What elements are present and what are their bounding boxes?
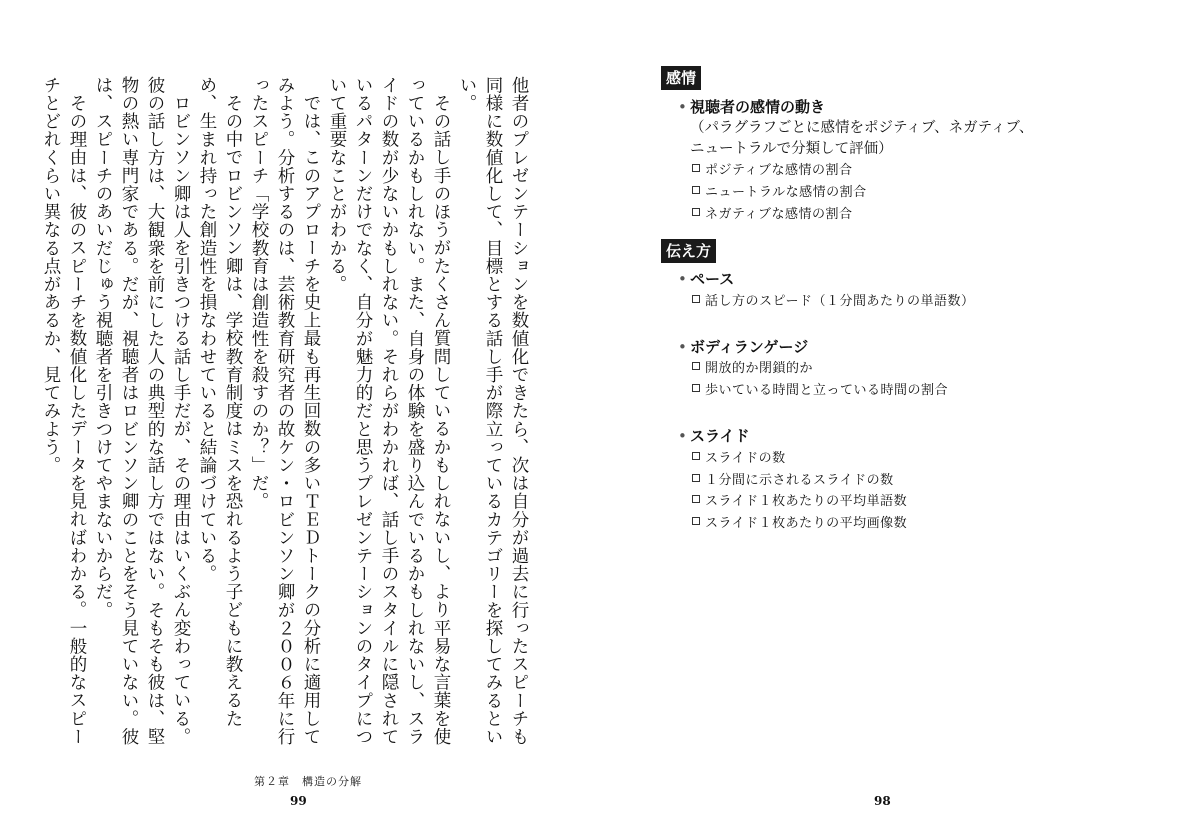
item-description: ニュートラルで分類して評価） (690, 141, 893, 157)
paragraph: ロビンソン卿は人を引きつける話し手だが、その理由はいくぶん変わっている。彼の話し方は、大観衆を前にした人の典型的な話し方ではない。そもそも彼は、堅物の熱い専門家である。だが、視聴者はロビンソン卿のことをそう見ていない。彼は、スピーチのあいだじゅう視聴者を引きつけてやまないからだ。 (93, 76, 191, 746)
section-label-delivery: 伝え方 (661, 239, 716, 263)
sub-item: 開放的か閉鎖的か (692, 360, 813, 378)
square-bullet-icon (692, 186, 700, 194)
bullet-icon: • (678, 98, 687, 116)
sub-item: １分間に示されるスライドの数 (692, 472, 894, 490)
bullet-icon: • (678, 338, 687, 356)
running-head: 第２章 構造の分解 (254, 775, 362, 788)
paragraph: その理由は、彼のスピーチを数値化したデータを見ればわかる。一般的なスピーチとどれくらい異なる点があるか、見てみよう。 (41, 76, 87, 746)
square-bullet-icon (692, 495, 700, 503)
square-bullet-icon (692, 208, 700, 216)
square-bullet-icon (692, 474, 700, 482)
item-description: （パラグラフごとに感情をポジティブ、ネガティブ、 (690, 120, 1034, 136)
item-title: 視聴者の感情の動き (690, 98, 826, 116)
page-number: 99 (290, 794, 307, 808)
bullet-icon: • (678, 270, 687, 288)
sub-item: ネガティブな感情の割合 (692, 206, 852, 224)
paragraph: 他者のプレゼンテーションを数値化できたら、次は自分が過去に行ったスピーチも同様に数値化して、目標とする話し手が際立っているカテゴリーを探してみるといい。 (457, 76, 529, 746)
bullet-icon: • (678, 427, 687, 445)
page-number: 98 (874, 794, 891, 808)
paragraph: では、このアプローチを史上最も再生回数の多いＴＥＤトークの分析に適用してみよう。分析するのは、芸術教育研究者の故ケン・ロビンソン卿が２００６年に行ったスピーチ「学校教育は創造性を殺すのか？」だ。 (249, 76, 321, 746)
item-audience-emotion (678, 97, 825, 117)
paragraph: その中でロビンソン卿は、学校教育制度はミスを恐れるよう子どもに教えるため、生まれ持った創造性を損なわせていると結論づけている。 (197, 76, 243, 727)
body-text (41, 76, 532, 756)
item-slides (678, 426, 750, 446)
square-bullet-icon (692, 384, 700, 392)
sub-item: スライド１枚あたりの平均画像数 (692, 515, 907, 533)
paragraph: その話し手のほうがたくさん質問しているかもしれないし、より平易な言葉を使っているかもしれない。また、自身の体験を盛り込んでいるかもしれないし、スライドの数が少ないかもしれない。それらがわかれば、話し手のスタイルに隠されているパターンだけでなく、自分が魅力的だと思うプレゼンテーションのタイプについて重要なことがわかる。 (327, 76, 451, 746)
item-title: ペース (690, 270, 735, 288)
square-bullet-icon (692, 295, 700, 303)
sub-item: スライド１枚あたりの平均単語数 (692, 493, 907, 511)
right-page (592, 0, 1184, 833)
sub-item: 歩いている時間と立っている時間の割合 (692, 382, 948, 400)
square-bullet-icon (692, 452, 700, 460)
item-title: スライド (690, 427, 750, 445)
square-bullet-icon (692, 362, 700, 370)
item-pace (678, 269, 734, 289)
square-bullet-icon (692, 517, 700, 525)
sub-item: ポジティブな感情の割合 (692, 162, 852, 180)
sub-item: ニュートラルな感情の割合 (692, 184, 867, 202)
sub-item: スライドの数 (692, 450, 786, 468)
sub-item: 話し方のスピード（１分間あたりの単語数） (692, 293, 974, 311)
item-title: ボディランゲージ (690, 338, 809, 356)
square-bullet-icon (692, 164, 700, 172)
section-label-emotion: 感情 (661, 66, 701, 90)
item-body-language (678, 337, 808, 357)
